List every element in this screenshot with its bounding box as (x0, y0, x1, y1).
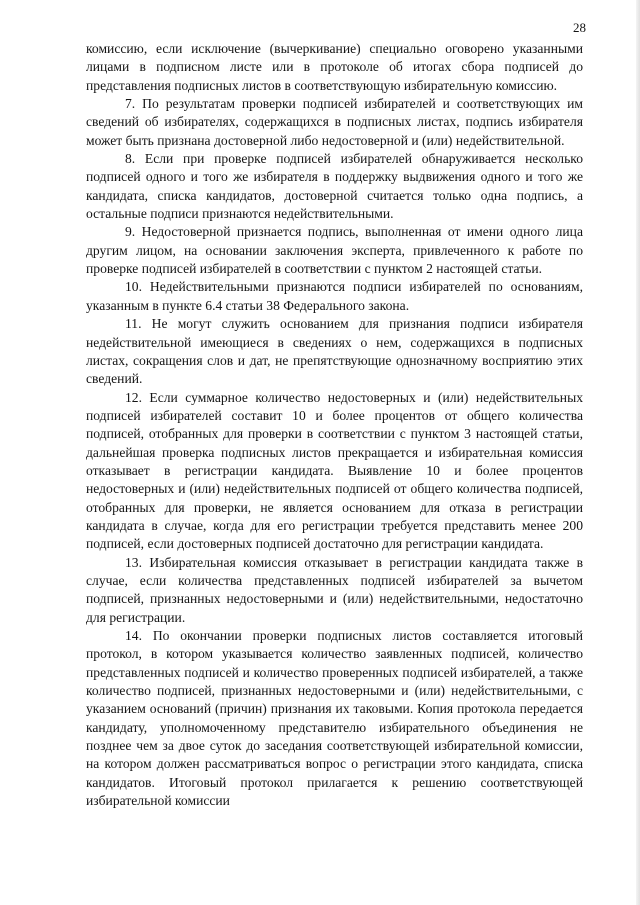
paragraph-12: 12. Если суммарное количество недостоверных и (или) недействительных подписей избирателей составит 10 и более процентов от общего количества подписей, отобранных для проверки в соответствии с пунктом 3 настоящей статьи, дальнейшая проверка подписных листов прекращается и избирательная комиссия отказывает в регистрации кандидата. Выявление 10 и более процентов недостоверных и (или) недействительных подписей от общего количества подписей, отобранных для проверки, не является основанием для отказа в регистрации кандидата в случае, когда для его регистрации требуется представить менее 200 подписей, если достоверных подписей достаточно для регистрации кандидата. (86, 389, 583, 552)
scan-edge (636, 0, 640, 905)
paragraph-14: 14. По окончании проверки подписных листов составляется итоговый протокол, в котором указывается количество заявленных подписей, количество представленных подписей и количество проверенных подписей избирателей, а также количество подписей, признанных недостоверными и (или) недействительными, с указанием оснований (причин) признания их таковыми. Копия протокола передается кандидату, уполномоченному представителю избирательного объединения не позднее чем за двое суток до заседания соответствующей избирательной комиссии, на котором должен рассматриваться вопрос о регистрации этого кандидата, списка кандидатов. Итоговый протокол прилагается к решению соответствующей избирательной комиссии (86, 628, 583, 809)
paragraph-7: 7. По результатам проверки подписей избирателей и соответствующих им сведений об избирателях, содержащихся в подписных листах, подпись избирателя может быть признана достоверной либо недостоверной и (или) недействительной. (86, 96, 583, 148)
paragraph-continuation: комиссию, если исключение (вычеркивание) специально оговорено указанными лицами в подписном листе или в протоколе об итогах сбора подписей до представления подписных листов в соответствующую избирательную комиссию. (86, 41, 583, 93)
paragraph-13: 13. Избирательная комиссия отказывает в регистрации кандидата также в случае, если количества представленных подписей избирателей за вычетом подписей, признанных недостоверными и (или) недействительными, недостаточно для регистрации. (86, 554, 583, 625)
paragraph-11: 11. Не могут служить основанием для признания подписи избирателя недействительной имеющиеся в сведениях о нем, содержащихся в подписных листах, сокращения слов и дат, не препятствующие однозначному восприятию этих сведений. (86, 316, 583, 387)
page-body (86, 40, 583, 810)
page-number: 28 (573, 20, 586, 35)
paragraph-10: 10. Недействительными признаются подписи избирателей по основаниям, указанным в пункте 6.4 статьи 38 Федерального закона. (86, 279, 583, 313)
paragraph-9: 9. Недостоверной признается подпись, выполненная от имени одного лица другим лицом, на основании заключения эксперта, привлеченного к работе по проверке подписей избирателей в соответствии с пунктом 2 настоящей статьи. (86, 224, 583, 277)
paragraph-8: 8. Если при проверке подписей избирателей обнаруживается несколько подписей одного и того же избирателя в поддержку выдвижения одного и того же кандидата, списка кандидатов, достоверной считается только одна подпись, а остальные подписи признаются недействительными. (86, 151, 583, 222)
